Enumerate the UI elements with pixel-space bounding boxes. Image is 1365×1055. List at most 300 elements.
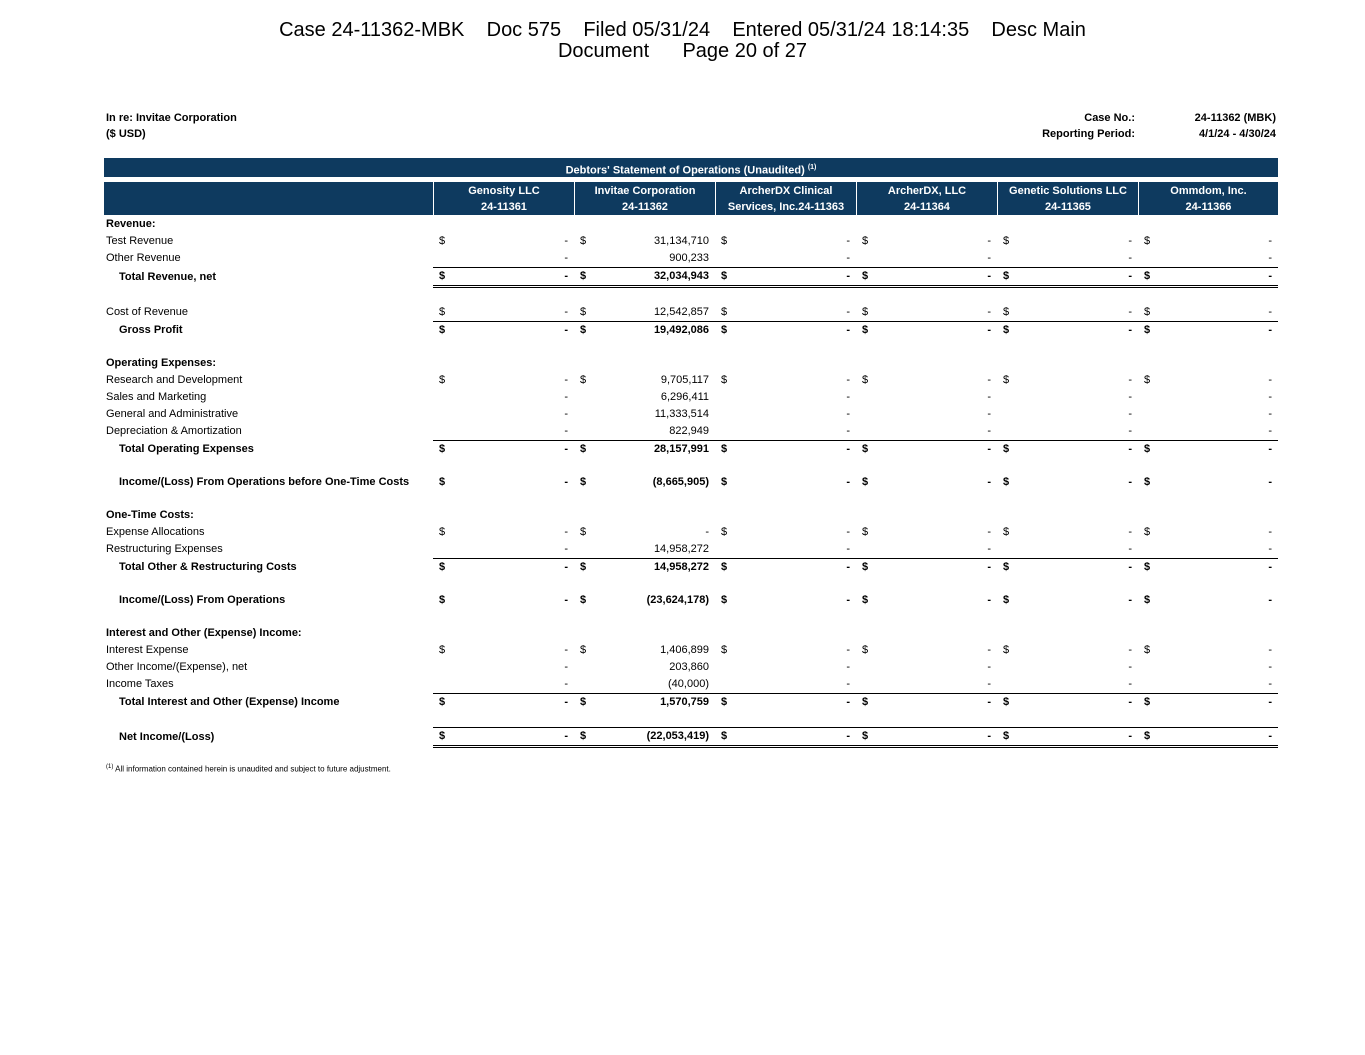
row-label: Other Revenue — [106, 252, 181, 265]
amount-cell: - — [1128, 374, 1132, 386]
currency-symbol — [1138, 541, 1160, 559]
currency-symbol: $ — [862, 644, 869, 656]
amount-cell: - — [705, 526, 709, 538]
amount-cell — [1019, 355, 1138, 372]
amount-cell: - — [564, 543, 568, 555]
currency-symbol: $ — [433, 268, 455, 287]
spacer-row — [104, 339, 1278, 355]
currency-symbol: $ — [580, 235, 587, 247]
table-row — [104, 524, 1278, 541]
spacer-cell — [104, 576, 1278, 592]
amount-cell: - — [455, 694, 574, 712]
column-header-5 — [997, 182, 1138, 215]
amount-cell: 9,705,117 — [660, 374, 709, 386]
currency-symbol — [856, 389, 878, 406]
table-row — [104, 541, 1278, 559]
amount-cell: - — [1268, 408, 1272, 420]
amount-cell — [1160, 216, 1278, 233]
currency-symbol: $ — [715, 728, 737, 747]
currency-symbol — [1138, 423, 1160, 441]
amount-cell: - — [455, 728, 574, 747]
currency-symbol — [433, 507, 455, 524]
amount-cell: - — [878, 441, 997, 459]
amount-cell: - — [1268, 252, 1272, 264]
currency-symbol: $ — [433, 441, 455, 459]
column-case-number: 24-11365 — [1045, 201, 1091, 213]
column-header-2 — [574, 182, 715, 215]
spacer-cell — [104, 458, 1278, 474]
currency-symbol: $ — [997, 322, 1019, 340]
currency-symbol: $ — [1144, 374, 1151, 386]
row-label: Research and Development — [106, 374, 243, 386]
amount-cell: - — [564, 644, 568, 656]
amount-cell — [878, 216, 997, 233]
amount-cell: - — [1160, 559, 1278, 577]
currency-symbol: $ — [1138, 559, 1160, 577]
currency-symbol: $ — [721, 476, 728, 488]
row-label: Test Revenue — [106, 235, 174, 247]
currency-symbol: $ — [862, 476, 869, 488]
currency-symbol — [997, 541, 1019, 559]
currency-symbol — [997, 406, 1019, 423]
amount-cell — [1160, 507, 1278, 524]
currency-symbol: $ — [1138, 268, 1160, 287]
amount-cell: - — [987, 594, 991, 606]
currency-symbol — [856, 507, 878, 524]
row-label: Net Income/(Loss) — [119, 730, 215, 743]
amount-cell — [1160, 625, 1278, 642]
currency-symbol: $ — [574, 694, 596, 712]
row-label: General and Administrative — [106, 408, 239, 420]
row-label: Income/(Loss) From Operations before One-Time Costs — [119, 476, 410, 488]
amount-cell — [455, 355, 574, 372]
row-label: Gross Profit — [119, 323, 183, 336]
amount-cell: - — [1128, 476, 1132, 488]
amount-cell: 6,296,411 — [660, 391, 709, 403]
row-label: Depreciation & Amortization — [106, 425, 242, 438]
amount-cell: - — [564, 235, 568, 247]
amount-cell: - — [987, 408, 991, 420]
currency-symbol: $ — [715, 322, 737, 340]
column-entity-name: Invitae Corporation — [594, 185, 696, 197]
amount-cell: - — [878, 322, 997, 340]
amount-cell: 14,958,272 — [653, 543, 709, 555]
row-label: Income/(Loss) From Operations — [119, 594, 286, 606]
table-row — [104, 423, 1278, 441]
currency-symbol: $ — [1003, 526, 1010, 538]
currency-symbol: $ — [1003, 644, 1010, 656]
currency-symbol: $ — [721, 235, 728, 247]
amount-cell: - — [564, 408, 568, 420]
table-row — [104, 322, 1278, 340]
spacer-cell — [104, 609, 1278, 625]
currency-symbol: $ — [1003, 374, 1010, 386]
table-row — [104, 559, 1278, 577]
currency-symbol: $ — [862, 235, 869, 247]
currency-symbol: $ — [715, 441, 737, 459]
currency-symbol — [715, 541, 737, 559]
currency-symbol: $ — [574, 728, 596, 747]
in-re-label: In re: Invitae Corporation — [106, 112, 237, 124]
statement-of-operations-table — [104, 216, 1278, 748]
amount-cell: - — [1268, 425, 1272, 437]
amount-cell: - — [846, 594, 850, 606]
reporting-period-label: Reporting Period: — [1042, 128, 1135, 140]
amount-cell — [737, 507, 856, 524]
amount-cell: - — [987, 425, 991, 437]
currency-symbol: $ — [433, 559, 455, 577]
currency-symbol — [856, 406, 878, 423]
column-entity-name: ArcherDX Clinical — [739, 185, 833, 197]
amount-cell: - — [846, 644, 850, 656]
currency-symbol: $ — [856, 694, 878, 712]
currency-symbol — [715, 625, 737, 642]
currency-symbol — [715, 659, 737, 676]
currency-label: ($ USD) — [106, 128, 146, 140]
currency-symbol: $ — [856, 728, 878, 747]
currency-symbol — [433, 423, 455, 441]
amount-cell: - — [1128, 644, 1132, 656]
footnote-mark: (1) — [106, 764, 114, 770]
currency-symbol — [997, 625, 1019, 642]
column-case-number: Services, Inc.24-11363 — [727, 201, 845, 213]
amount-cell: - — [564, 374, 568, 386]
table-row — [104, 216, 1278, 233]
currency-symbol — [574, 507, 596, 524]
amount-cell: - — [846, 374, 850, 386]
currency-symbol — [715, 676, 737, 694]
table-row — [104, 389, 1278, 406]
amount-cell: - — [987, 526, 991, 538]
currency-symbol — [574, 406, 596, 423]
row-label: Operating Expenses: — [106, 357, 217, 369]
currency-symbol: $ — [433, 694, 455, 712]
currency-symbol — [433, 250, 455, 268]
currency-symbol — [715, 216, 737, 233]
amount-cell: - — [1268, 391, 1272, 403]
currency-symbol — [715, 507, 737, 524]
spacer-cell — [104, 711, 1278, 728]
currency-symbol: $ — [856, 268, 878, 287]
row-label: Total Interest and Other (Expense) Income — [119, 695, 340, 708]
currency-symbol: $ — [439, 526, 446, 538]
amount-cell: - — [987, 252, 991, 264]
amount-cell: - — [564, 476, 568, 488]
amount-cell: - — [564, 252, 568, 264]
currency-symbol: $ — [580, 644, 587, 656]
amount-cell: 14,958,272 — [596, 559, 715, 577]
row-label: Other Income/(Expense), net — [106, 661, 248, 673]
amount-cell: - — [1019, 441, 1138, 459]
column-entity-name: Genetic Solutions LLC — [1009, 185, 1127, 197]
spacer-row — [104, 711, 1278, 728]
currency-symbol — [997, 423, 1019, 441]
currency-symbol — [1138, 250, 1160, 268]
spacer-row — [104, 609, 1278, 625]
amount-cell: - — [1160, 322, 1278, 340]
table-row — [104, 304, 1278, 322]
amount-cell: - — [1019, 559, 1138, 577]
amount-cell: - — [987, 678, 991, 690]
currency-symbol: $ — [856, 322, 878, 340]
currency-symbol — [574, 355, 596, 372]
spacer-row — [104, 458, 1278, 474]
amount-cell: - — [1268, 235, 1272, 247]
currency-symbol — [715, 389, 737, 406]
table-row — [104, 250, 1278, 268]
currency-symbol: $ — [1138, 322, 1160, 340]
currency-symbol — [1138, 355, 1160, 372]
table-row — [104, 441, 1278, 459]
row-label: Sales and Marketing — [106, 391, 207, 403]
currency-symbol — [574, 250, 596, 268]
table-row — [104, 728, 1278, 747]
currency-symbol — [433, 659, 455, 676]
table-row — [104, 406, 1278, 423]
amount-cell: 203,860 — [669, 661, 709, 673]
amount-cell — [1019, 507, 1138, 524]
filing-line-1: Case 24-11362-MBK Doc 575 Filed 05/31/24 Entered 05/31/24 18:14:35 Desc Main — [279, 19, 1086, 41]
amount-cell: - — [1128, 594, 1132, 606]
amount-cell: 28,157,991 — [596, 441, 715, 459]
amount-cell: - — [564, 594, 568, 606]
amount-cell: - — [1268, 306, 1272, 318]
column-case-number: 24-11366 — [1185, 201, 1232, 213]
currency-symbol: $ — [997, 694, 1019, 712]
currency-symbol — [574, 541, 596, 559]
currency-symbol: $ — [439, 306, 446, 318]
amount-cell: - — [987, 374, 991, 386]
currency-symbol: $ — [439, 374, 446, 386]
currency-symbol: $ — [862, 594, 869, 606]
currency-symbol — [433, 389, 455, 406]
amount-cell: - — [737, 322, 856, 340]
row-label: Restructuring Expenses — [106, 543, 223, 556]
currency-symbol: $ — [1138, 694, 1160, 712]
amount-cell: - — [564, 425, 568, 437]
amount-cell: - — [455, 322, 574, 340]
amount-cell: - — [1160, 728, 1278, 747]
currency-symbol — [574, 423, 596, 441]
spacer-row — [104, 287, 1278, 305]
amount-cell: - — [1128, 543, 1132, 555]
title-footnote-mark: (1) — [807, 164, 817, 171]
currency-symbol: $ — [1144, 476, 1151, 488]
currency-symbol: $ — [997, 268, 1019, 287]
currency-symbol: $ — [1144, 594, 1151, 606]
amount-cell — [455, 216, 574, 233]
column-case-number: 24-11362 — [622, 201, 668, 213]
currency-symbol — [574, 625, 596, 642]
currency-symbol — [1138, 389, 1160, 406]
amount-cell: - — [1019, 694, 1138, 712]
currency-symbol — [433, 541, 455, 559]
amount-cell: - — [878, 728, 997, 747]
currency-symbol: $ — [721, 374, 728, 386]
amount-cell — [596, 355, 715, 372]
amount-cell: 19,492,086 — [596, 322, 715, 340]
statement-title-bar — [104, 158, 1278, 177]
currency-symbol — [856, 355, 878, 372]
currency-symbol — [997, 507, 1019, 524]
currency-symbol: $ — [862, 306, 869, 318]
currency-symbol: $ — [997, 728, 1019, 747]
amount-cell: - — [1160, 694, 1278, 712]
column-header-4 — [856, 182, 997, 215]
table-row — [104, 625, 1278, 642]
amount-cell — [455, 507, 574, 524]
spacer-cell — [104, 287, 1278, 305]
table-row — [104, 372, 1278, 389]
amount-cell — [1019, 216, 1138, 233]
currency-symbol: $ — [715, 559, 737, 577]
currency-symbol: $ — [997, 559, 1019, 577]
currency-symbol: $ — [433, 322, 455, 340]
amount-cell: 900,233 — [669, 252, 709, 264]
amount-cell: - — [1128, 661, 1132, 673]
court-filing-header — [0, 20, 1365, 62]
amount-cell — [737, 355, 856, 372]
reporting-period-value: 4/1/24 - 4/30/24 — [1198, 128, 1276, 140]
spacer-cell — [104, 339, 1278, 355]
currency-symbol: $ — [1144, 235, 1151, 247]
currency-symbol — [856, 625, 878, 642]
currency-symbol — [997, 250, 1019, 268]
currency-symbol: $ — [1138, 441, 1160, 459]
currency-symbol — [997, 659, 1019, 676]
row-label: Total Operating Expenses — [119, 442, 254, 455]
amount-cell: - — [846, 678, 850, 690]
currency-symbol: $ — [862, 374, 869, 386]
amount-cell: - — [455, 268, 574, 287]
amount-cell: 32,034,943 — [596, 268, 715, 287]
table-row — [104, 507, 1278, 524]
currency-symbol — [433, 355, 455, 372]
amount-cell — [1019, 625, 1138, 642]
currency-symbol — [433, 406, 455, 423]
amount-cell: - — [846, 235, 850, 247]
row-label: Cost of Revenue — [106, 306, 188, 319]
column-header-1 — [433, 182, 574, 215]
currency-symbol — [1138, 216, 1160, 233]
table-row — [104, 474, 1278, 491]
currency-symbol: $ — [1003, 594, 1010, 606]
amount-cell: - — [1128, 391, 1132, 403]
amount-cell: 11,333,514 — [654, 408, 709, 420]
amount-cell — [737, 625, 856, 642]
currency-symbol — [856, 250, 878, 268]
amount-cell: (40,000) — [668, 678, 709, 690]
currency-symbol — [715, 423, 737, 441]
filing-line-2: Document Page 20 of 27 — [557, 40, 808, 62]
table-row — [104, 268, 1278, 287]
amount-cell: - — [987, 306, 991, 318]
amount-cell: - — [846, 476, 850, 488]
case-no-label: Case No.: — [1084, 112, 1135, 124]
amount-cell: 12,542,857 — [653, 306, 709, 318]
amount-cell: - — [564, 391, 568, 403]
amount-cell: - — [1268, 543, 1272, 555]
amount-cell: - — [846, 526, 850, 538]
amount-cell: - — [846, 252, 850, 264]
currency-symbol: $ — [580, 306, 587, 318]
currency-symbol — [433, 216, 455, 233]
table-row — [104, 592, 1278, 609]
currency-symbol: $ — [715, 694, 737, 712]
spacer-row — [104, 576, 1278, 592]
amount-cell: - — [1268, 476, 1272, 488]
amount-cell: - — [1128, 408, 1132, 420]
amount-cell: - — [878, 559, 997, 577]
currency-symbol: $ — [574, 441, 596, 459]
currency-symbol — [1138, 625, 1160, 642]
amount-cell: 31,134,710 — [653, 235, 709, 247]
currency-symbol — [574, 659, 596, 676]
currency-symbol: $ — [721, 644, 728, 656]
spacer-cell — [104, 491, 1278, 507]
row-label: Expense Allocations — [106, 526, 205, 538]
case-no-value: 24-11362 (MBK) — [1194, 112, 1276, 124]
amount-cell: 822,949 — [669, 425, 709, 437]
amount-cell: - — [1019, 728, 1138, 747]
amount-cell: (23,624,178) — [646, 594, 709, 606]
table-row — [104, 659, 1278, 676]
currency-symbol — [997, 355, 1019, 372]
currency-symbol: $ — [997, 441, 1019, 459]
row-label: Income Taxes — [106, 678, 174, 691]
footnote — [106, 764, 391, 774]
amount-cell: - — [737, 268, 856, 287]
amount-cell: - — [1268, 644, 1272, 656]
row-label: Total Revenue, net — [119, 270, 216, 283]
currency-symbol — [1138, 507, 1160, 524]
amount-cell: - — [455, 559, 574, 577]
amount-cell: - — [987, 235, 991, 247]
row-label: Interest Expense — [106, 644, 189, 656]
amount-cell — [1160, 355, 1278, 372]
table-row — [104, 233, 1278, 250]
amount-cell: - — [1268, 661, 1272, 673]
currency-symbol: $ — [580, 594, 587, 606]
amount-cell: (22,053,419) — [596, 728, 715, 747]
table-row — [104, 676, 1278, 694]
currency-symbol: $ — [439, 594, 446, 606]
amount-cell: - — [737, 441, 856, 459]
currency-symbol: $ — [574, 559, 596, 577]
amount-cell: - — [737, 559, 856, 577]
case-caption — [106, 110, 237, 142]
currency-symbol: $ — [715, 268, 737, 287]
amount-cell — [737, 216, 856, 233]
currency-symbol: $ — [439, 235, 446, 247]
amount-cell: - — [878, 694, 997, 712]
amount-cell: - — [1019, 322, 1138, 340]
table-row — [104, 355, 1278, 372]
amount-cell: - — [455, 441, 574, 459]
currency-symbol: $ — [1138, 728, 1160, 747]
amount-cell: 1,406,899 — [660, 644, 709, 656]
amount-cell: - — [564, 678, 568, 690]
currency-symbol — [433, 625, 455, 642]
case-meta-labels — [1000, 110, 1135, 142]
currency-symbol — [856, 659, 878, 676]
currency-symbol: $ — [439, 476, 446, 488]
currency-symbol — [574, 216, 596, 233]
column-entity-name: ArcherDX, LLC — [887, 185, 967, 197]
currency-symbol: $ — [1003, 306, 1010, 318]
currency-symbol: $ — [574, 322, 596, 340]
amount-cell: - — [737, 728, 856, 747]
